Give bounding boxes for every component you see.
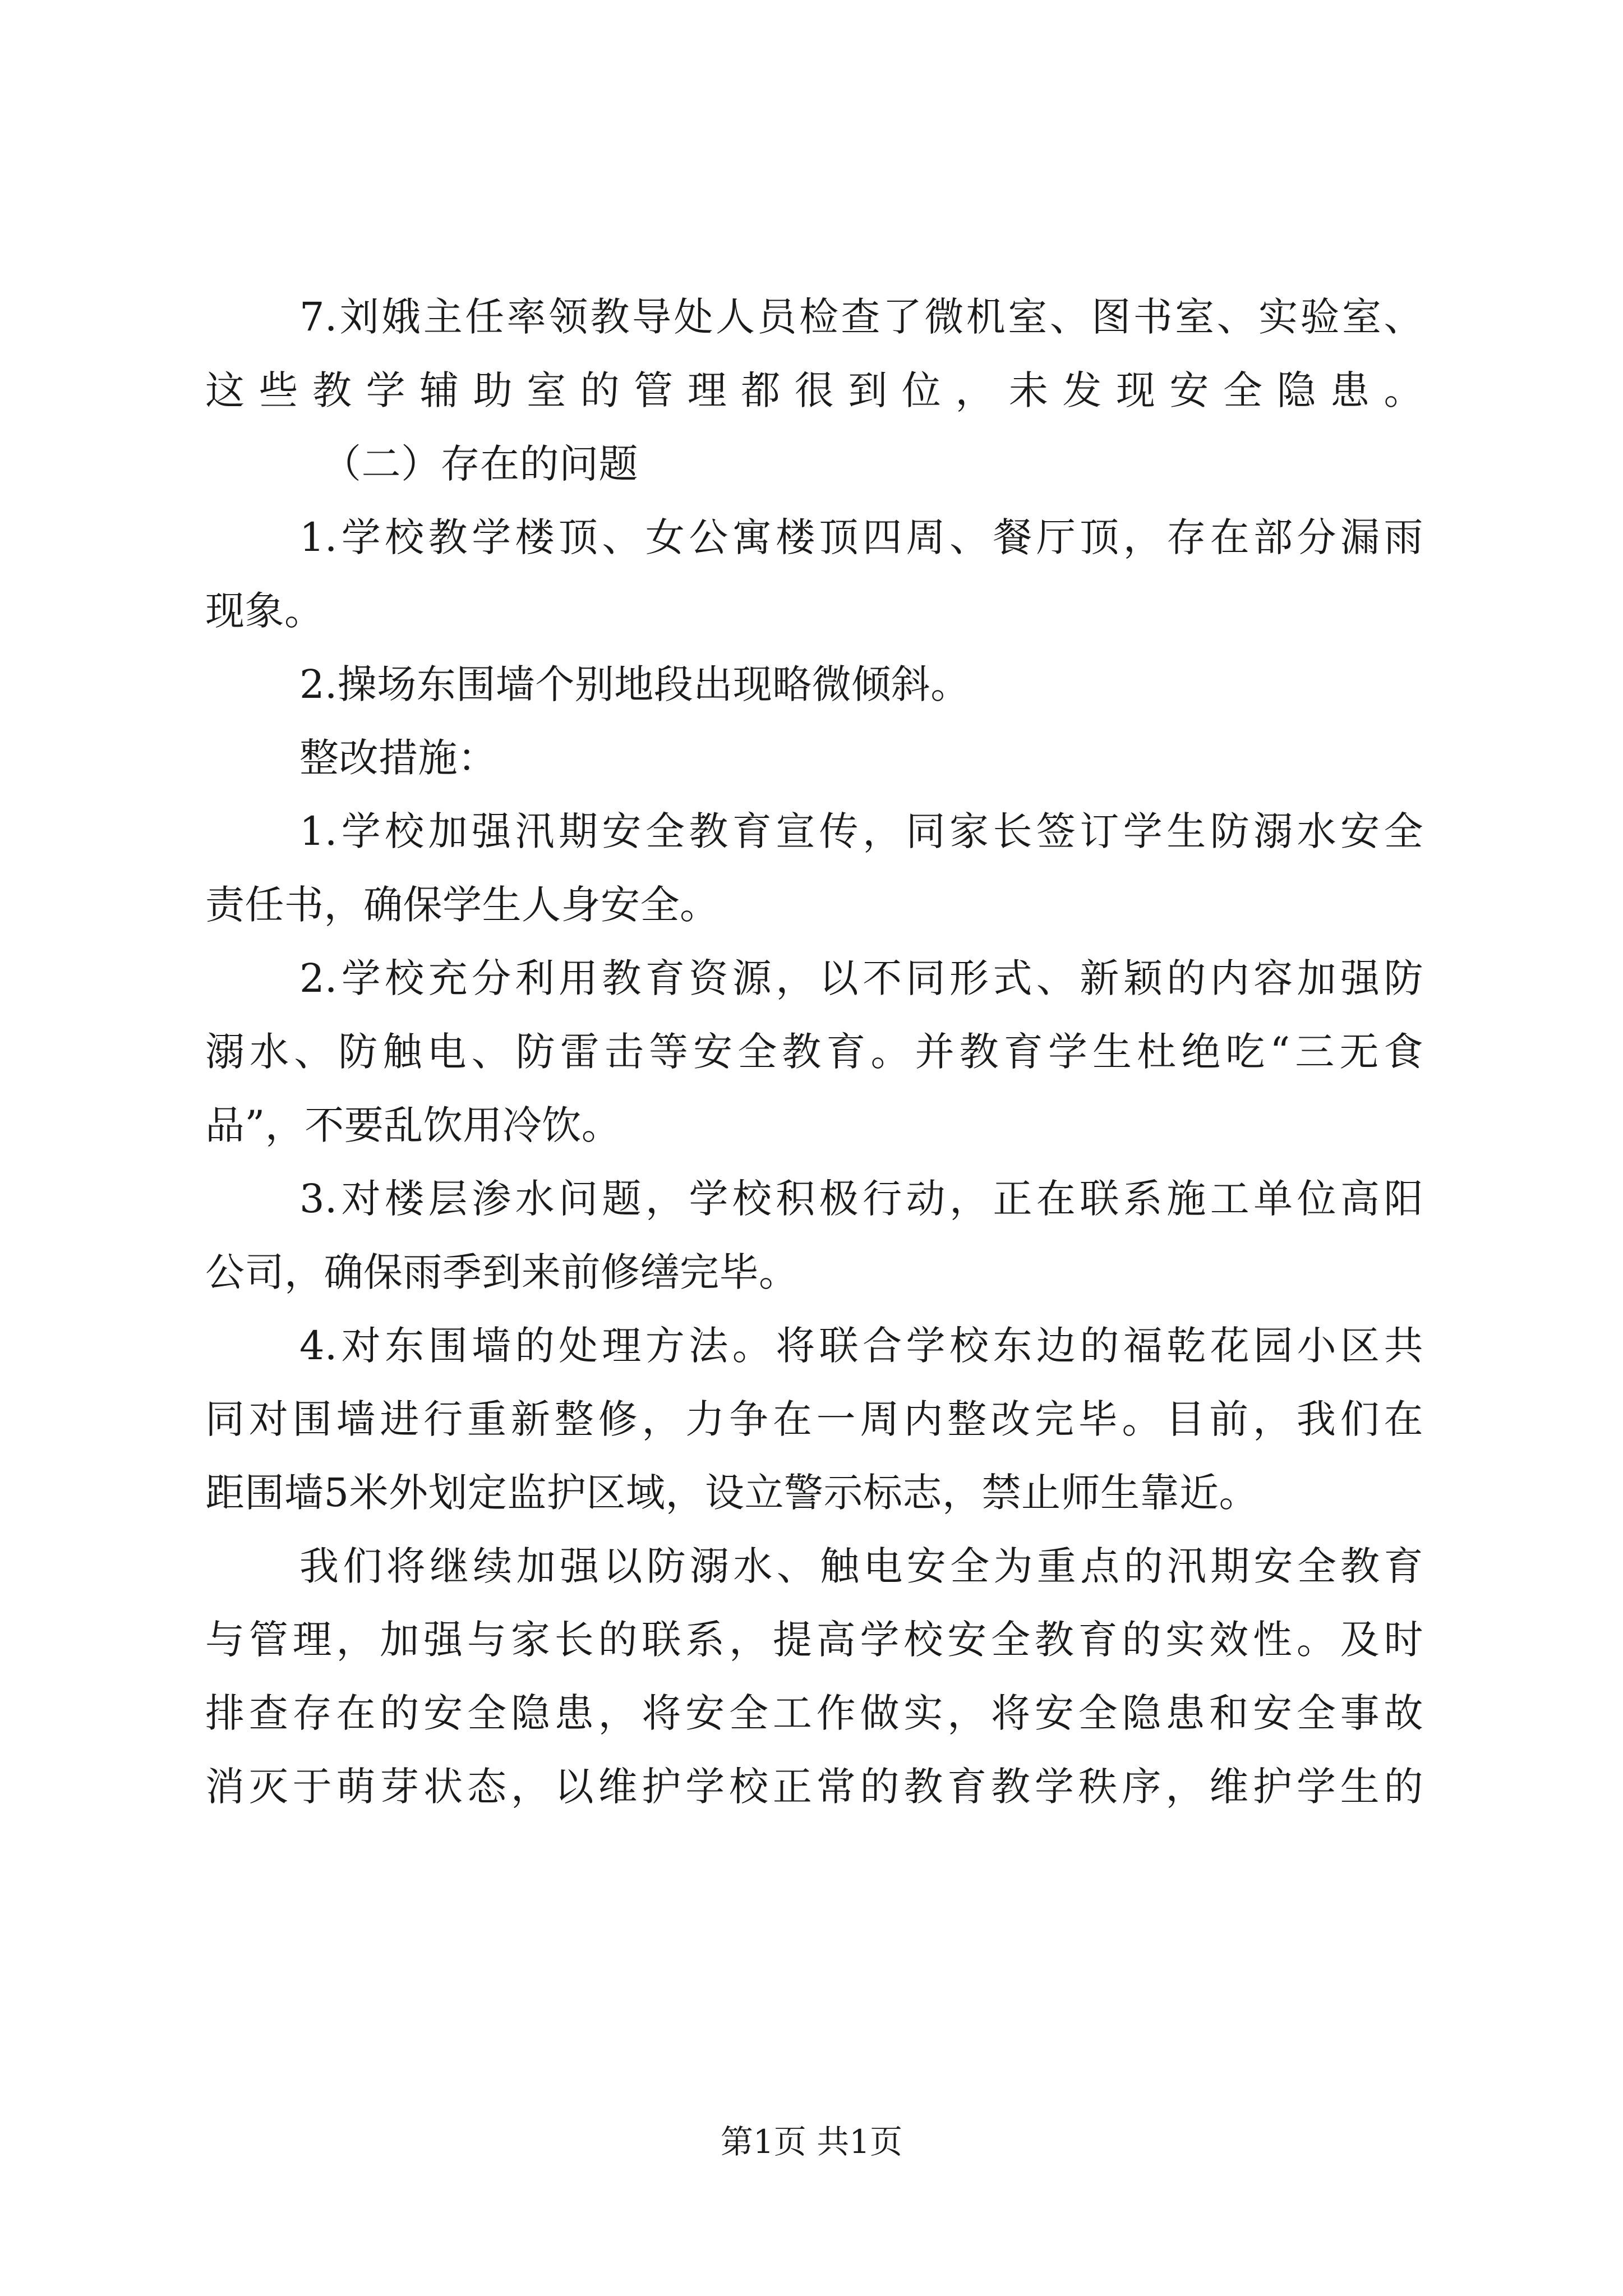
paragraph-line: 现象。 — [205, 588, 324, 634]
paragraph-line: 公司，确保雨季到来前修缮完毕。 — [205, 1249, 799, 1295]
paragraph-line: 这些教学辅助室的管理都很到位，未发现安全隐患。 — [205, 367, 1423, 413]
page-number-footer: 第1页 共1页 — [720, 2123, 903, 2161]
subsection-heading: 整改措施： — [299, 735, 497, 781]
paragraph-line: 消灭于萌芽状态，以维护学校正常的教育教学秩序，维护学生的 — [205, 1764, 1423, 1810]
paragraph-line: 同对围墙进行重新整修，力争在一周内整改完毕。目前，我们在 — [205, 1396, 1423, 1442]
paragraph-line: 1.学校教学楼顶、女公寓楼顶四周、餐厅顶，存在部分漏雨 — [299, 514, 1423, 560]
paragraph-line: 我们将继续加强以防溺水、触电安全为重点的汛期安全教育 — [299, 1543, 1423, 1589]
paragraph-line: 3.对楼层渗水问题，学校积极行动，正在联系施工单位高阳 — [299, 1176, 1423, 1222]
paragraph-line: 溺水、防触电、防雷击等安全教育。并教育学生杜绝吃“三无食 — [205, 1029, 1423, 1075]
paragraph-line: 2.学校充分利用教育资源，以不同形式、新颖的内容加强防 — [299, 955, 1423, 1001]
paragraph-line: 2.操场东围墙个别地段出现略微倾斜。 — [299, 661, 970, 707]
paragraph-line: 与管理，加强与家长的联系，提高学校安全教育的实效性。及时 — [205, 1617, 1423, 1663]
paragraph-line: 品”，不要乱饮用冷饮。 — [205, 1102, 621, 1148]
paragraph-line: 4.对东围墙的处理方法。将联合学校东边的福乾花园小区共 — [299, 1323, 1423, 1369]
paragraph-line: 7.刘娥主任率领教导处人员检查了微机室、图书室、实验室、 — [299, 294, 1423, 340]
paragraph-line: 距围墙5米外划定监护区域，设立警示标志，禁止师生靠近。 — [205, 1470, 1259, 1516]
paragraph-line: 责任书，确保学生人身安全。 — [205, 882, 720, 928]
paragraph-line: 1.学校加强汛期安全教育宣传，同家长签订学生防溺水安全 — [299, 808, 1423, 854]
paragraph-line: 排查存在的安全隐患，将安全工作做实，将安全隐患和安全事故 — [205, 1690, 1423, 1736]
section-heading: （二）存在的问题 — [322, 441, 638, 487]
